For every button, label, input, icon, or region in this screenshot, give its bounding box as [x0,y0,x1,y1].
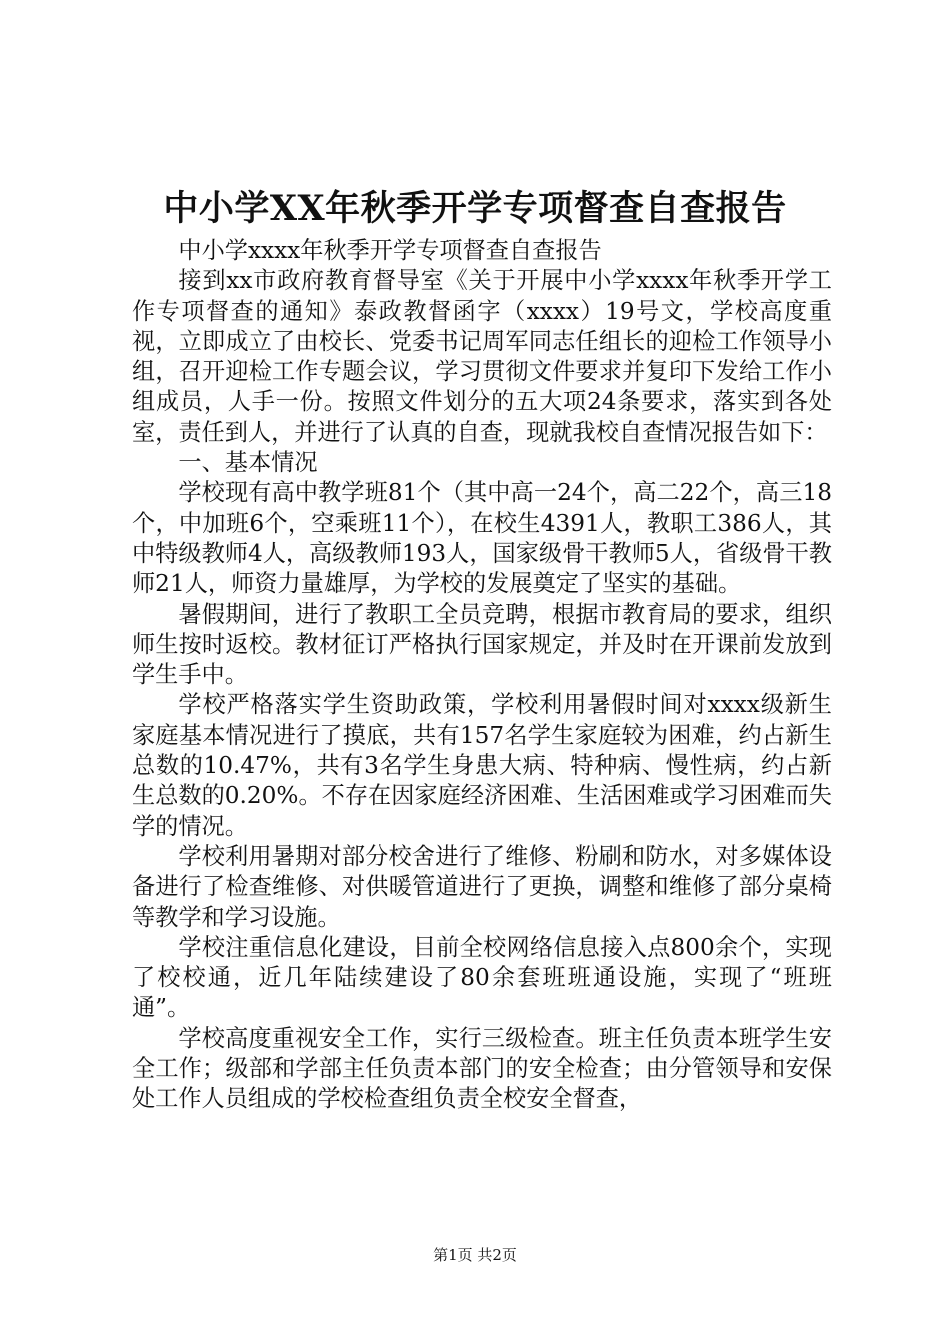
paragraph-intro: 接到xx市政府教育督导室《关于开展中小学xxxx年秋季开学工作专项督查的通知》泰政教督函字（xxxx）19号文，学校高度重视，立即成立了由校长、党委书记周军同志任组长的迎检工作领导小组，召开迎检工作专题会议，学习贯彻文件要求并复印下发给工作小组成员，人手一份。按照文件划分的五大项24条要求，落实到各处室，责任到人，并进行了认真的自查，现就我校自查情况报告如下： [132,267,832,446]
paragraph-subtitle: 中小学xxxx年秋季开学专项督查自查报告 [178,237,602,264]
document-body [132,236,832,1115]
paragraph-summer-work: 暑假期间，进行了教职工全员竞聘，根据市教育局的要求，组织师生按时返校。教材征订严格执行国家规定，并及时在开课前发放到学生手中。 [132,600,832,689]
paragraph-facility-repair: 学校利用暑期对部分校舍进行了维修、粉刷和防水，对多媒体设备进行了检查维修、对供暖管道进行了更换，调整和维修了部分桌椅等教学和学习设施。 [132,842,832,931]
paragraph-informatization: 学校注重信息化建设，目前全校网络信息接入点800余个，实现了校校通，近几年陆续建设了80余套班班通设施，实现了“班班通”。 [132,933,832,1022]
page-number-footer: 第1页 共2页 [433,1246,517,1264]
document-title: 中小学XX年秋季开学专项督查自查报告 [163,188,787,229]
section-heading-basic-info: 一、基本情况 [178,449,318,477]
paragraph-school-stats: 学校现有高中教学班81个（其中高一24个，高二22个，高三18个，中加班6个，空乘班11个），在校生4391人，教职工386人，其中特级教师4人，高级教师193人，国家级骨干教师5人，省级骨干教师21人，师资力量雄厚，为学校的发展奠定了坚实的基础。 [132,479,832,598]
paragraph-safety: 学校高度重视安全工作，实行三级检查。班主任负责本班学生安全工作；级部和学部主任负责本部门的安全检查；由分管领导和安保处工作人员组成的学校检查组负责全校安全督查， [132,1024,832,1113]
paragraph-student-aid: 学校严格落实学生资助政策，学校利用暑假时间对xxxx级新生家庭基本情况进行了摸底，共有157名学生家庭较为困难，约占新生总数的10.47%，共有3名学生身患大病、特种病、慢性病，约占新生总数的0.20%。不存在因家庭经济困难、生活困难或学习困难而失学的情况。 [132,691,832,840]
